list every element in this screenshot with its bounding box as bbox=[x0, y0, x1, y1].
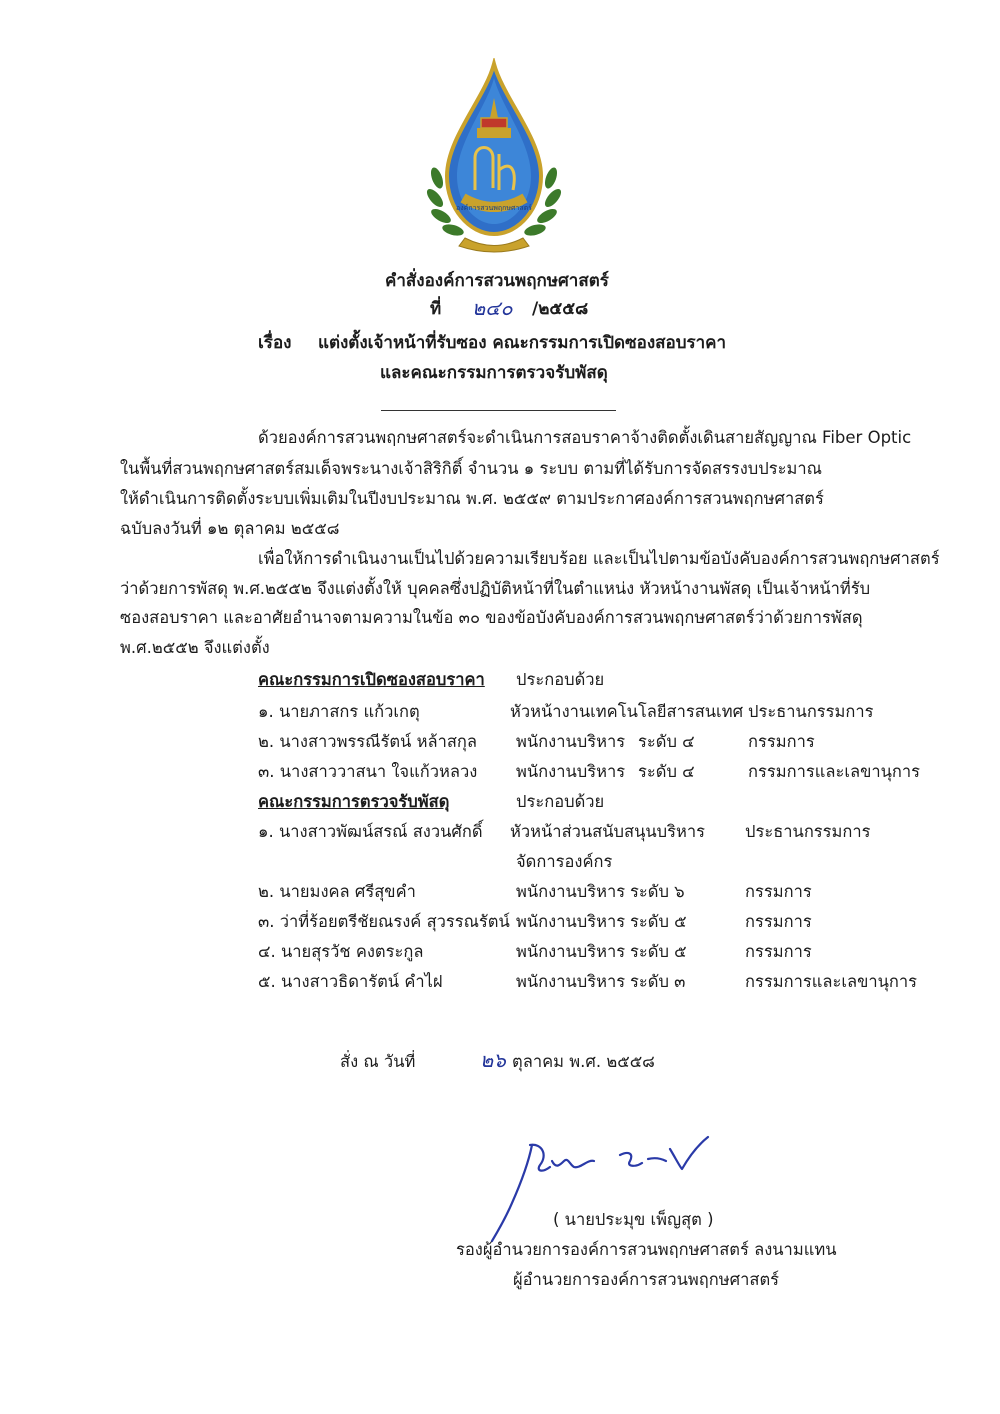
order-number-prefix: ที่ bbox=[430, 299, 442, 319]
member-role: ประธานกรรมการ bbox=[745, 822, 871, 841]
order-number-year: /๒๕๕๘ bbox=[532, 299, 589, 319]
member-name: ๑. นายภาสกร แก้วเกตุ bbox=[258, 702, 420, 721]
order-date-prefix: สั่ง ณ วันที่ bbox=[340, 1052, 416, 1071]
member-level: ระดับ ๖ bbox=[630, 882, 685, 901]
order-day-handwritten: ๒๖ bbox=[480, 1048, 506, 1072]
committee-open-heading: คณะกรรมการเปิดซองสอบราคา bbox=[258, 670, 485, 689]
member-position: หัวหน้างานเทคโนโลยีสารสนเทศ bbox=[510, 702, 744, 721]
emblem-label: องค์การสวนพฤกษศาสตร์ bbox=[456, 204, 532, 212]
member-position: พนักงานบริหาร bbox=[516, 882, 626, 901]
member-role: กรรมการ bbox=[745, 942, 812, 961]
order-title: คำสั่งองค์การสวนพฤกษศาสตร์ bbox=[385, 271, 609, 291]
member-level: ระดับ ๓ bbox=[630, 972, 686, 991]
para1-line-2: ในพื้นที่สวนพฤกษศาสตร์สมเด็จพระนางเจ้าสิริกิติ์ จำนวน ๑ ระบบ ตามที่ได้รับการจัดสรรงบประมาณ bbox=[120, 459, 822, 478]
subject-label: เรื่อง bbox=[258, 333, 292, 353]
member-level: ระดับ ๕ bbox=[630, 942, 687, 961]
member-position: พนักงานบริหาร bbox=[516, 942, 626, 961]
organization-emblem bbox=[425, 58, 563, 254]
member-name: ๕. นางสาวธิดารัตน์ คำไฝ bbox=[258, 972, 443, 991]
committee-inspect-composed: ประกอบด้วย bbox=[516, 792, 605, 811]
member-role: กรรมการ bbox=[745, 912, 812, 931]
member-role: ประธานกรรมการ bbox=[748, 702, 874, 721]
member-position: พนักงานบริหาร bbox=[516, 912, 626, 931]
member-position: พนักงานบริหาร bbox=[516, 972, 626, 991]
member-name: ๒. นางสาวพรรณีรัตน์ หล้าสกุล bbox=[258, 732, 478, 751]
header-divider bbox=[381, 410, 616, 411]
para2-line-2: ว่าด้วยการพัสดุ พ.ศ.๒๕๕๒ จึงแต่งตั้งให้ บุคคลซึ่งปฏิบัติหน้าที่ในตำแหน่ง หัวหน้างานพัสดุ เป็นเจ้าหน้าที่รับ bbox=[120, 579, 871, 598]
para2-line-3: ซองสอบราคา และอาศัยอำนาจตามความในข้อ ๓๐ ของข้อบังคับองค์การสวนพฤกษศาสตร์ว่าด้วยการพัสดุ bbox=[120, 608, 863, 627]
signer-title-1: รองผู้อำนวยการองค์การสวนพฤกษศาสตร์ ลงนามแทน bbox=[456, 1240, 837, 1259]
member-position-cont: จัดการองค์กร bbox=[516, 852, 613, 871]
member-position: พนักงานบริหาร bbox=[516, 732, 626, 751]
committee-inspect-heading: คณะกรรมการตรวจรับพัสดุ bbox=[258, 792, 450, 811]
member-name: ๓. นางสาววาสนา ใจแก้วหลวง bbox=[258, 762, 478, 781]
order-number-handwritten: ๒๔๐ bbox=[472, 296, 513, 320]
para1-line-4: ฉบับลงวันที่ ๑๒ ตุลาคม ๒๕๕๘ bbox=[120, 519, 340, 538]
member-name: ๓. ว่าที่ร้อยตรีชัยณรงค์ สุวรรณรัตน์ bbox=[258, 912, 510, 931]
member-role: กรรมการ bbox=[748, 732, 815, 751]
subject-line-1: แต่งตั้งเจ้าหน้าที่รับซอง คณะกรรมการเปิดซองสอบราคา bbox=[318, 333, 727, 353]
member-name: ๒. นายมงคล ศรีสุขคำ bbox=[258, 882, 416, 901]
para2-line-4: พ.ศ.๒๕๕๒ จึงแต่งตั้ง bbox=[120, 638, 270, 657]
para1-line-3: ให้ดำเนินการติดตั้งระบบเพิ่มเติมในปีงบประมาณ พ.ศ. ๒๕๕๙ ตามประกาศองค์การสวนพฤกษศาสตร์ bbox=[120, 489, 824, 508]
member-level: ระดับ ๕ bbox=[630, 912, 687, 931]
member-name: ๑. นางสาวพัฒน์สรณ์ สงวนศักดิ์ bbox=[258, 822, 483, 841]
committee-open-composed: ประกอบด้วย bbox=[516, 670, 605, 689]
member-role: กรรมการ bbox=[745, 882, 812, 901]
member-role: กรรมการและเลขานุการ bbox=[745, 972, 918, 991]
subject-line-2: และคณะกรรมการตรวจรับพัสดุ bbox=[380, 363, 608, 383]
member-position: พนักงานบริหาร bbox=[516, 762, 626, 781]
signer-title-2: ผู้อำนวยการองค์การสวนพฤกษศาสตร์ bbox=[513, 1270, 780, 1289]
member-name: ๔. นายสุรวัช คงตระกูล bbox=[258, 942, 424, 961]
signer-name: ( นายประมุข เพ็ญสุต ) bbox=[553, 1210, 714, 1229]
member-level: ระดับ ๔ bbox=[638, 732, 695, 751]
member-position: หัวหน้าส่วนสนับสนุนบริหาร bbox=[510, 822, 705, 841]
member-role: กรรมการและเลขานุการ bbox=[748, 762, 921, 781]
para2-line-1: เพื่อให้การดำเนินงานเป็นไปด้วยความเรียบร้อย และเป็นไปตามข้อบังคับองค์การสวนพฤกษศาสตร์ bbox=[258, 549, 940, 568]
para1-line-1: ด้วยองค์การสวนพฤกษศาสตร์จะดำเนินการสอบราคาจ้างติดตั้งเดินสายสัญญาณ Fiber Optic bbox=[258, 428, 912, 447]
order-date-suffix: ตุลาคม พ.ศ. ๒๕๕๘ bbox=[512, 1052, 655, 1071]
member-level: ระดับ ๔ bbox=[638, 762, 695, 781]
